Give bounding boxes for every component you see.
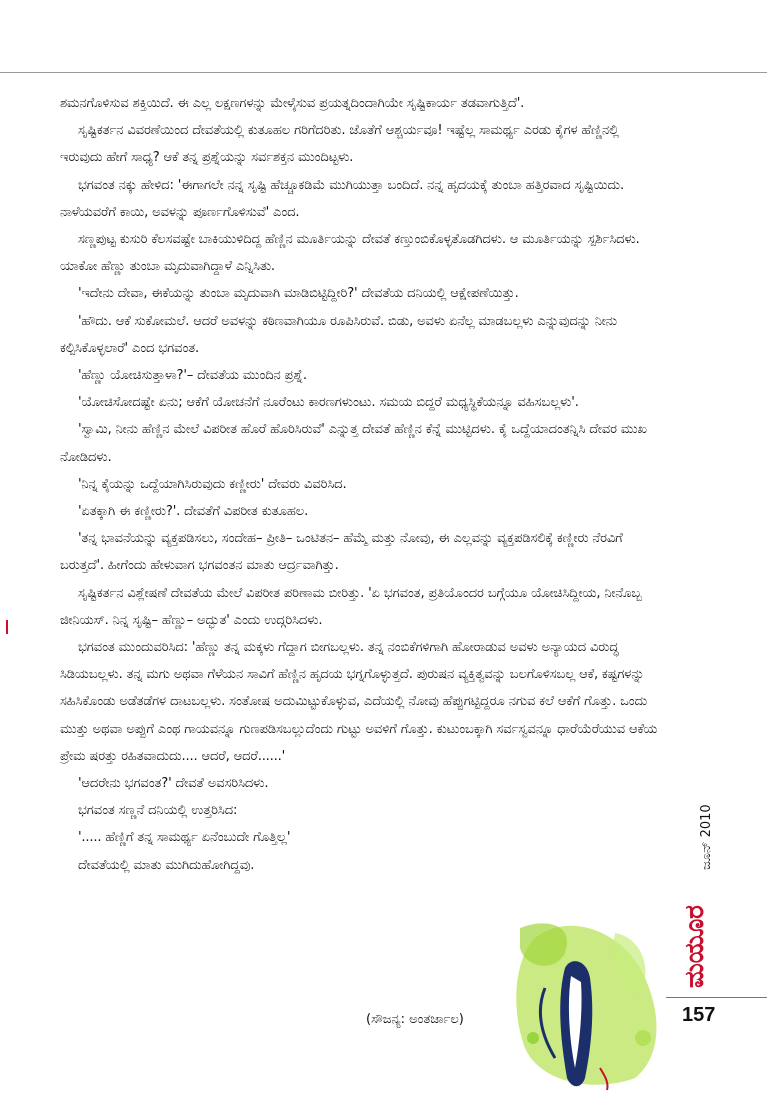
paragraph: ಸೃಷ್ಟಿಕರ್ತನ ವಿವರಣೆಯಿಂದ ದೇವತೆಯಲ್ಲಿ ಕುತೂಹಲ ಗರಿಗೆದರಿತು. ಜೊತೆಗೆ ಆಶ್ಚರ್ಯವೂ! ಇಷ್ಟೆಲ್ಲ ಸಾಮರ್ಥ್ಯ ಎರಡು ಕೈಗಳ ಹೆಣ್ಣಿನಲ್ಲಿ ಇರುವುದು ಹೇಗೆ ಸಾಧ್ಯ? ಆಕೆ ತನ್ನ ಪ್ರಶ್ನೆಯನ್ನು ಸರ್ವಶಕ್ತನ ಮುಂದಿಟ್ಟಳು. bbox=[60, 123, 619, 166]
paragraph: 'ಏತಕ್ಕಾಗಿ ಈ ಕಣ್ಣೀರು?'. ದೇವತೆಗೆ ವಿಪರೀತ ಕುತೂಹಲ. bbox=[78, 504, 309, 520]
paragraph: '..... ಹೆಣ್ಣಿಗೆ ತನ್ನ ಸಾಮರ್ಥ್ಯ ಏನೆಂಬುದೇ ಗೊತ್ತಿಲ್ಲ' bbox=[78, 830, 291, 846]
page-number: 157 bbox=[682, 1004, 716, 1026]
margin-mark-icon bbox=[4, 620, 10, 634]
issue-date-text: ಜೂನ್ 2010 bbox=[699, 804, 714, 870]
paragraph: ಸಣ್ಣಪುಟ್ಟ ಕುಸುರಿ ಕೆಲಸವಷ್ಟೇ ಬಾಕಿಯುಳಿದಿದ್ದ ಹೆಣ್ಣಿನ ಮೂರ್ತಿಯನ್ನು ದೇವತೆ ಕಣ್ತುಂಬಿಕೊಳ್ಳತೊಡಗಿದಳು. ಆ ಮೂರ್ತಿಯನ್ನು ಸ್ಪರ್ಶಿಸಿದಳು. ಯಾಕೋ ಹೆಣ್ಣು ತುಂಬಾ ಮೃದುವಾಗಿದ್ದಾಳೆ ಎನ್ನಿಸಿತು. bbox=[60, 232, 640, 275]
paragraph: 'ಹೆಣ್ಣು ಯೋಚಿಸುತ್ತಾಳಾ?'– ದೇವತೆಯ ಮುಂದಿನ ಪ್ರಶ್ನೆ. bbox=[78, 368, 307, 384]
paragraph: ಭಗವಂತ ಮುಂದುವರಿಸಿದ: 'ಹೆಣ್ಣು ತನ್ನ ಮಕ್ಕಳು ಗೆದ್ದಾಗ ಬೀಗಬಲ್ಲಳು. ತನ್ನ ನಂಬಿಕೆಗಳಿಗಾಗಿ ಹೋರಾಡುವ ಅವಳು ಅನ್ಯಾಯದ ವಿರುದ್ಧ ಸಿಡಿಯಬಲ್ಲಳು. ತನ್ನ ಮಗು ಅಥವಾ ಗೆಳೆಯನ ಸಾವಿಗೆ ಹೆಣ್ಣಿನ ಹೃದಯ ಭಗ್ನಗೊಳ್ಳುತ್ತದೆ. ಪುರುಷನ ವ್ಯಕ್ತಿತ್ವವನ್ನು ಬಲಗೊಳಿಸಬಲ್ಲ ಆಕೆ, ಕಷ್ಟಗಳನ್ನು ಸಹಿಸಿಕೊಂಡು ಅಡೆತಡೆಗಳ ದಾಟಬಲ್ಲಳು. ಸಂತೋಷ ಅದುಮಿಟ್ಟುಕೊಳ್ಳುವ, ಎದೆಯಲ್ಲಿ ನೋವು ಹೆಪ್ಪುಗಟ್ಟಿದ್ದರೂ ನಗುವ ಕಲೆ ಆಕೆಗೆ ಗೊತ್ತು. ಒಂದು ಮುತ್ತು ಅಥವಾ ಅಪ್ಪುಗೆ ಎಂಥ ಗಾಯವನ್ನೂ ಗುಣಪಡಿಸಬಲ್ಲುದೆಂದು ಗುಟ್ಟು ಅವಳಿಗೆ ಗೊತ್ತು. ಕುಟುಂಬಕ್ಕಾಗಿ ಸರ್ವಸ್ವವನ್ನೂ ಧಾರೆಯೆರೆಯುವ ಆಕೆಯ ಪ್ರೇಮ ಷರತ್ತು ರಹಿತವಾದುದು.... ಆದರೆ, ಆದರೆ......' bbox=[60, 640, 658, 764]
paragraph: ಶಮನಗೊಳಿಸುವ ಶಕ್ತಿಯಿದೆ. ಈ ಎಲ್ಲ ಲಕ್ಷಣಗಳನ್ನು ಮೇಳೈಸುವ ಪ್ರಯತ್ನದಿಂದಾಗಿಯೇ ಸೃಷ್ಟಿಕಾರ್ಯ ತಡವಾಗುತ್ತಿದೆ'. bbox=[60, 96, 525, 111]
paragraph: 'ತನ್ನ ಭಾವನೆಯನ್ನು ವ್ಯಕ್ತಪಡಿಸಲು, ಸಂದೇಹ– ಪ್ರೀತಿ– ಒಂಟಿತನ– ಹೆಮ್ಮೆ ಮತ್ತು ನೋವು, ಈ ಎಲ್ಲವನ್ನು ವ್ಯಕ್ತಪಡಿಸಲಿಕ್ಕೆ ಕಣ್ಣೀರು ನೆರವಿಗೆ ಬರುತ್ತದೆ'. ಹೀಗೆಂದು ಹೇಳುವಾಗ ಭಗವಂತನ ಮಾತು ಆರ್ದ್ರವಾಗಿತ್ತು. bbox=[60, 531, 623, 574]
paragraph: 'ನಿನ್ನ ಕೈಯನ್ನು ಒದ್ದೆಯಾಗಿಸಿರುವುದು ಕಣ್ಣೀರು' ದೇವರು ವಿವರಿಸಿದ. bbox=[78, 476, 347, 492]
paragraph: 'ಇದೇನು ದೇವಾ, ಈಕೆಯನ್ನು ತುಂಬಾ ಮೃದುವಾಗಿ ಮಾಡಿಬಿಟ್ಟಿದ್ದೀರಿ?' ದೇವತೆಯ ದನಿಯಲ್ಲಿ ಆಕ್ಷೇಪಣೆಯಿತ್ತು. bbox=[78, 286, 519, 302]
paragraph: ಸೃಷ್ಟಿಕರ್ತನ ವಿಶ್ಲೇಷಣೆ ದೇವತೆಯ ಮೇಲೆ ವಿಪರೀತ ಪರಿಣಾಮ ಬೀರಿತ್ತು. 'ಏ ಭಗವಂತ, ಪ್ರತಿಯೊಂದರ ಬಗ್ಗೆಯೂ ಯೋಚಿಸಿದ್ದೀಯ, ನೀನೊಬ್ಬ ಜೀನಿಯಸ್. ನಿನ್ನ ಸೃಷ್ಟಿ– ಹೆಣ್ಣು– ಅದ್ಭುತ' ಎಂದು ಉದ್ಗರಿಸಿದಳು. bbox=[60, 585, 642, 628]
paragraph: ದೇವತೆಯಲ್ಲಿ ಮಾತು ಮುಗಿದುಹೋಗಿದ್ದವು. bbox=[78, 857, 255, 873]
top-divider bbox=[0, 72, 767, 73]
paragraph: 'ಸ್ವಾಮಿ, ನೀನು ಹೆಣ್ಣಿನ ಮೇಲೆ ವಿಪರೀತ ಹೊರೆ ಹೊರಿಸಿರುವೆ' ಎನ್ನುತ್ತ ದೇವತೆ ಹೆಣ್ಣಿನ ಕೆನ್ನೆ ಮುಟ್ಟಿದಳು. ಕೈ ಒದ್ದೆಯಾದಂತನ್ನಿಸಿ ದೇವರ ಮುಖ ನೋಡಿದಳು. bbox=[60, 422, 647, 465]
paragraph: 'ಯೋಚಿಸೋದಷ್ಟೇ ಏನು; ಆಕೆಗೆ ಯೋಚನೆಗೆ ನೂರೆಂಟು ಕಾರಣಗಳುಂಟು. ಸಮಯ ಬಿದ್ದರೆ ಮಧ್ಯಸ್ಥಿಕೆಯನ್ನೂ ವಹಿಸಬಲ್ಲಳು'. bbox=[78, 395, 579, 411]
source-credit: (ಸೌಜನ್ಯ: ಅಂತರ್ಜಾಲ) bbox=[366, 1012, 464, 1027]
page-number-divider bbox=[666, 997, 767, 998]
magazine-name-text: ಮಯೂರ bbox=[680, 905, 710, 988]
paragraph: ಭಗವಂತ ನಕ್ಕು ಹೇಳಿದ: 'ಈಗಾಗಲೇ ನನ್ನ ಸೃಷ್ಟಿ ಹೆಚ್ಚೂಕಡಿಮೆ ಮುಗಿಯುತ್ತಾ ಬಂದಿದೆ. ನನ್ನ ಹೃದಯಕ್ಕೆ ತುಂಬಾ ಹತ್ತಿರವಾದ ಸೃಷ್ಟಿಯಿದು. ನಾಳೆಯವರೆಗೆ ಕಾಯಿ, ಅವಳನ್ನು ಪೂರ್ಣಗೊಳಿಸುವೆ' ಎಂದ. bbox=[60, 177, 624, 220]
woman-illustration-icon bbox=[505, 918, 663, 1093]
paragraph: 'ಆದರೇನು ಭಗವಂತ?' ದೇವತೆ ಅವಸರಿಸಿದಳು. bbox=[78, 776, 269, 792]
paragraph: 'ಹೌದು. ಆಕೆ ಸುಕೋಮಲೆ. ಆದರೆ ಅವಳನ್ನು ಕಠಿಣವಾಗಿಯೂ ರೂಪಿಸಿರುವೆ. ಬಿಡು, ಅವಳು ಏನೆಲ್ಲ ಮಾಡಬಲ್ಲಳು ಎನ್ನುವುದನ್ನು ನೀನು ಕಲ್ಪಿಸಿಕೊಳ್ಳಲಾರೆ' ಎಂದ ಭಗವಂತ. bbox=[60, 313, 618, 356]
magazine-brand-vertical bbox=[673, 880, 713, 990]
article-body bbox=[60, 90, 665, 879]
issue-date-vertical bbox=[690, 792, 720, 872]
paragraph: ಭಗವಂತ ಸಣ್ಣನೆ ದನಿಯಲ್ಲಿ ಉತ್ತರಿಸಿದ: bbox=[78, 803, 238, 819]
